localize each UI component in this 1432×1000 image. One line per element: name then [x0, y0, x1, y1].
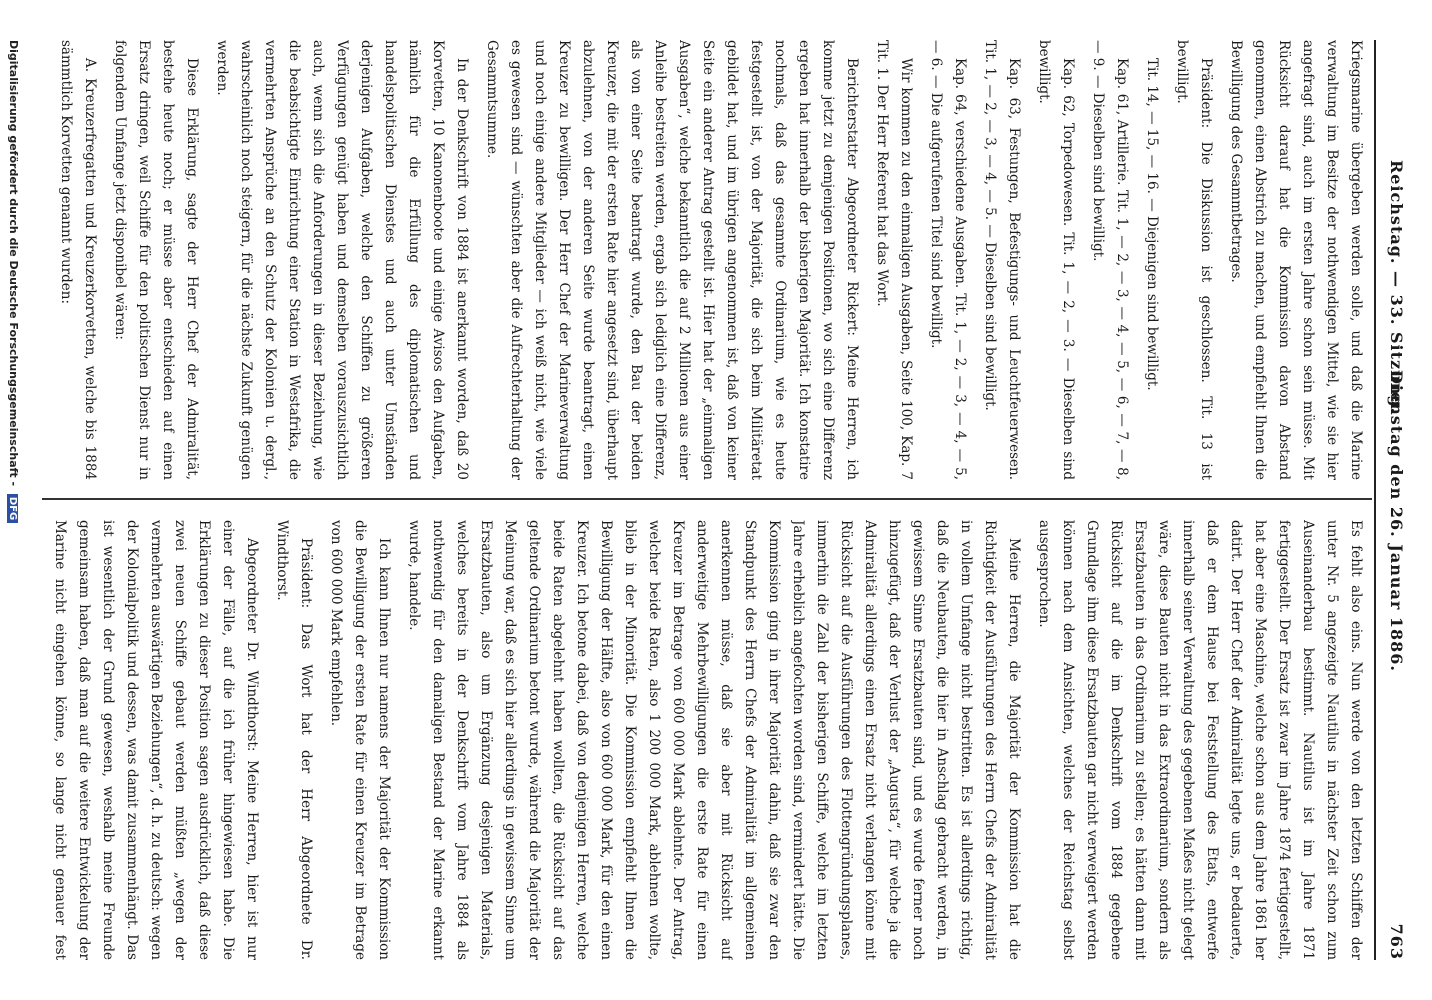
page-header [1380, 40, 1410, 960]
paragraph: Kap. 61, Artillerie. Tit. 1, — 2, — 3, — 4, — 5, — 6, — 7, — 8, — 9. — Dieselben sind bewilligt. [1090, 40, 1130, 480]
paragraph: Kriegsmarine übergeben werden solle, und daß die Marine verwaltung im Besitze der nothwendigen Mittel, wie sie hier angefragt sind, auch im ersten Jahre schon sein müsse. Mit Rücksicht darauf hat die Kommission davon Abstand genommen, einen Abstrich zu machen, und empfiehlt Ihnen die Bewilligung des Gesammtbetrages. [1228, 40, 1364, 480]
dfg-logo: DFG [7, 494, 18, 523]
paragraph: Es fehlt also eins. Nun werde von den letzten Schiffen der unter Nr. 5 angezeigte Nautilus in nächster Zeit schon zum Auseinanderbau bestimmt. Nautilus ist im Jahre 1871 fertiggestellt. Der Ersatz ist zwar im Jahre 1874 fertiggestellt, hat aber eine Maschine, welche schon aus dem Jahre 1861 her datirt. Der Herr Chef der Admiralität legte uns, er bedauerte, daß er dem Hause bei Feststellung des Etats, entwerfe innerhalb seiner Verwaltung des gegebenen Maßes nicht gelegt wäre, diese Bauten nicht in das Extraordinarium, sondern als Ersatzbauten in das Ordinarium zu stellen; es hätten dann mit Rücksicht auf die im Denkschrift vom 1884 gegebene Grundlage ihm diese Ersatzbauten gar nicht verweigert werden können nach dem Ansichten, welches der Reichstag selbst ausgesprochen. [1036, 520, 1364, 960]
page-number: 763 [1387, 923, 1406, 960]
paragraph: Tit. 14, — 15, — 16. — Diejenigen sind bewilligt. [1144, 58, 1160, 391]
paragraph: Präsident: Das Wort hat der Herr Abgeordnete Dr. Windthorst. [274, 520, 314, 960]
paragraph: Berichterstatter Abgeordneter Rickert: Meine Herren, ich komme jetzt zu demjenigen Positionen, wo sich eine Differenz ergeben hat innerhalb der bisherigen Majorität. Ich konstatire nochmals, daß das gesammte Ordinarium, wie es heute festgestellt ist, von der Majorität, die sich beim Militäretat gebildet hat, und im übrigen angenommen ist, daß von keiner Seite ein anderer Antrag gestellt ist. Hier hat der „einmaligen Ausgaben“, welche bekanntlich die auf 2 Millionen aus einer Anleihe bestreiten werden, ergab sich lediglich eine Differenz, als von einer Seite beantragt wurde, den Bau der beiden Kreuzer, die mit der ersten Rate hier angesetzt sind, überhaupt abzulehnen, von der anderen Seite wurde beantragt, einen Kreuzer zu bewilligen. Der Herr Chef der Marineverwaltung und noch einige andere Mitglieder — ich weiß nicht, wie viele es gewesen sind — wünschten aber die Aufrechterhaltung der Gesammtsumme. [484, 40, 860, 480]
left-column [48, 40, 1368, 480]
paragraph: Diese Erklärung, sagte der Herr Chef der Admiralität, bestehe heute noch; er müsse aber entschieden auf einen Ersatz dringen, weil Schiffe für den politischen Dienst nur in folgendem Umfange jetzt disponibel wären: [112, 40, 200, 480]
digitization-credit [2, 40, 20, 960]
paragraph: Abgeordneter Dr. Windthorst: Meine Herren, hier ist nur einer der Fälle, auf die ich früher hingewiesen habe. Die Erklärungen zu dieser Position sagen ausdrücklich, daß diese zwei neuen Schiffe gebaut werden müßten „wegen der vermehrten auswärtigen Beziehungen“, d. h. zu deutsch: wegen der Kolonialpolitik und dessen, was damit zusammenhängt. Das ist wesentlich der Grund gewesen, weshalb meine Freunde gemeinsam haben, daß man auf die weitere Entwickelung der Marine nicht eingehen könne, so lange nicht genauer fest [52, 520, 260, 960]
header-date: Dienstag den 26. Januar 1886. [1387, 370, 1406, 672]
paragraph: Wir kommen zu den einmaligen Ausgaben, Seite 100, Kap. 7 Tit. 1. Der Herr Referent hat das Wort. [874, 40, 914, 480]
header-session: Reichstag. — 33. Sitzung. [1387, 160, 1406, 415]
paragraph: Kap. 63, Festungen, Befestigungs- und Leuchtfeuerwesen. Tit. 1, — 2, — 3, — 4, — 5. — Dieselben sind bewilligt. [982, 40, 1022, 480]
paragraph: Präsident: Die Diskussion ist geschlossen. Tit. 13 ist bewilligt. [1174, 40, 1214, 480]
paragraph: Ich kann Ihnen nur namens der Majorität der Kommission die Bewilligung der ersten Rate für einen Kreuzer im Betrage von 600 000 Mark empfehlen. [328, 520, 392, 960]
header-rule [1374, 40, 1376, 960]
paragraph: Meine Herren, die Majorität der Kommission hat die Richtigkeit der Ausführungen des Herrn Chefs der Admiralität in vollem Umfange nicht bestritten. Es ist allerdings richtig, daß die Neubauten, die hier in Anschlag gebracht werden, in gewissem Sinne Ersatzbauten sind, und es wurde ferner noch hinzugefügt, daß der Verlust der „Augusta“, für welche ja die Admiralität allerdings einen Ersatz nicht verlangen könne mit Rücksicht auf die Ausführungen des Flottengründungsplanes, immerhin die Zahl der bisherigen Schiffe, welche im letzten Jahre erheblich angefochten worden sind, vermindert hätte. Die Kommission ging in ihrer Majorität dahin, daß sie zwar den Standpunkt des Herrn Chefs der Admiralität im allgemeinen anerkennen müsse, daß sie aber mit Rücksicht auf anderweitige Mehrbewilligungen die erste Rate für einen Kreuzer im Betrage von 600 000 Mark ablehnte. Der Antrag, welcher beide Raten, also 1 200 000 Mark, ablehnen wollte, blieb in der Minorität. Die Kommission empfiehlt Ihnen die Bewilligung der Hälfte, also von 600 000 Mark, für den einen Kreuzer. Ich betone dabei, daß von denjenigen Herren, welche beide Raten abgelehnt haben wollten, die Rücksicht auf das geltende Ordinarium betont wurde, während die Majorität der Meinung war, daß es sich hier allerdings in gewissem Sinne um Ersatzbauten, also um Ergänzung desjenigen Materials, welches bereits in der Denkschrift vom Jahre 1884 als nothwendig für den damaligen Bestand der Marine erkannt wurde, handele. [406, 520, 1022, 960]
paragraph: A. Kreuzerfregatten und Kreuzerkorvetten, welche bis 1884 sämmtlich Korvetten genannt wurden: [58, 40, 98, 480]
credit-text: Digitalisierung gefördert durch die Deutsche Forschungsgemeinschaft - [7, 40, 20, 487]
paragraph: Kap. 62, Torpedowesen. Tit. 1, — 2, — 3. — Dieselben sind bewilligt. [1036, 40, 1076, 480]
paragraph: Kap. 64, verschiedene Ausgaben. Tit. 1, — 2, — 3, — 4, — 5, — 6. — Die aufgerufenen Titel sind bewilligt. [928, 40, 968, 480]
right-column [48, 520, 1368, 960]
column-divider [42, 498, 1372, 500]
paragraph: In der Denkschrift von 1884 ist anerkannt worden, daß 20 Korvetten, 10 Kanonenboote und einige Avisos den Aufgaben, nämlich für die Erfüllung des diplomatischen und handelspolitischen Dienstes und auch unter Umständen derjenigen Aufgaben, welche den Schiffen zu größeren Verfügungen genügt haben und demselben vorauszusichtlich auch, wenn sich die Anforderungen in dieser Beziehung, wie die beabsichtigte Einrichtung einer Station in Westafrika, die vermehrten Ansprüche an den Schutz der Kolonien u. dergl., wahrscheinlich noch steigern, für die nächste Zukunft genügen werden. [214, 40, 470, 480]
